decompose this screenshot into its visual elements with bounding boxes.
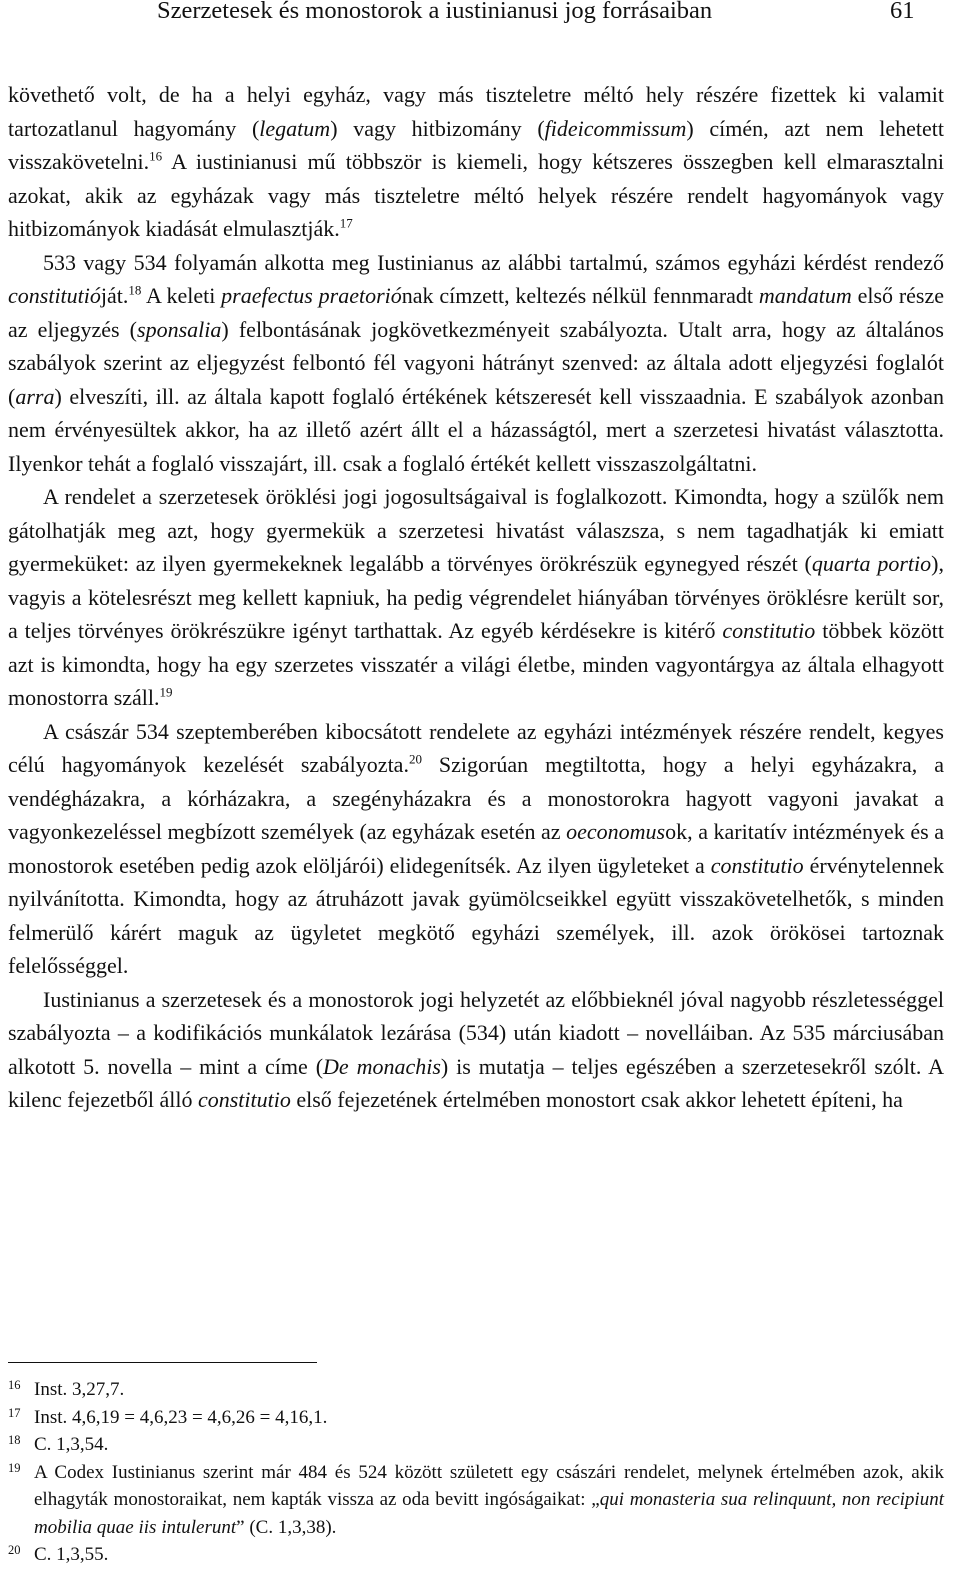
page-number: 61 — [890, 0, 915, 24]
text-run: ) vagy hitbizomány ( — [330, 115, 545, 141]
text-run: A iustinianusi mű többször is kiemeli, hogy kétszeres összegben kell elmarasztalni azokat, akik az egyházak vagy más tiszteletre méltó helyek részére rendelt hagyományok vagy hitbizományok kiadását elmulasztják. — [8, 149, 944, 241]
footnote-number: 19 — [8, 1460, 21, 1475]
paragraph-1 — [8, 78, 944, 246]
text-run: ) címén, azt nem lehetett visszakövetelni. — [8, 115, 944, 174]
text-run: ) elveszíti, ill. az általa kapott foglaló értékének kétszeresét kell visszaadnia. E szabályok azonban nem érvényesültek akkor, ha az illető azért állt el a házasságtól, mert a szerzetesi hivatást választotta. Ilyenkor tehát a foglaló visszajárt, ill. csak a foglaló értékét kellett visszaszolgáltatni. — [8, 383, 944, 476]
paragraph-3 — [8, 480, 944, 715]
italic-term: constitutio — [722, 618, 816, 643]
italic-term: quarta portio — [811, 551, 932, 576]
italic-term: De monachis — [323, 1053, 441, 1079]
text-run: ), vagyis a kötelesrészt meg kellett kapniuk, ha pedig végrendelet hiányában törvényes öröklésre került sor, a teljes törvényes örökrészükre igényt tarthattak. Az egyéb kérdésekre is kitérő — [8, 551, 944, 643]
italic-term: sponsalia — [137, 316, 222, 342]
text-run: ) felbontásának jogkövetkezményeit szabályozta. Utalt arra, hogy az általános szabályok szerint az eljegyzést felbontó fél vagyoni hátrányt szenved: az általa adott eljegyzési foglalót ( — [8, 316, 944, 409]
footnote-20 — [8, 1541, 944, 1569]
text-run: Inst. 4,6,19 = 4,6,23 = 4,6,26 = 4,16,1. — [34, 1406, 328, 1428]
footnote-text — [34, 1379, 124, 1400]
text-run: ját. — [100, 283, 129, 308]
text-run: A keleti — [141, 283, 222, 308]
text-run: A rendelet a szerzetesek öröklési jogi jogosultságaival is foglalkozott. Kimondta, hogy a szülők nem gátolhatják meg azt, hogy gyermekük a szerzetesi hivatást válaszsza, s nem tagadhatják ki emiatt gyermeküket: az ilyen gyermekeknek legalább a törvényes örökrészük egynegyed részét ( — [8, 484, 944, 576]
italic-term: legatum — [259, 115, 331, 141]
footnote-text — [34, 1462, 944, 1538]
italic-term: arra — [15, 383, 55, 409]
footnote-number: 16 — [8, 1378, 21, 1392]
paragraph-2 — [8, 246, 944, 481]
text-run: A császár 534 szeptemberében kibocsátott rendelete az egyházi intézmények részére rendelt, kegyes célú hagyományok kezelését szabályozta. — [8, 718, 944, 777]
text-run: ok, a karitatív intézmények és a monostorok esetében pedig azok elöljárói) elidegenítsék. Az ilyen ügyleteket a — [8, 819, 945, 878]
footnote-reference: 16 — [149, 148, 163, 164]
italic-term: mandatum — [758, 283, 852, 308]
footnotes — [8, 1376, 944, 1569]
footnote-text — [34, 1544, 108, 1565]
body-text — [8, 78, 944, 1117]
italic-term: constitutio — [710, 852, 804, 878]
text-run: C. 1,3,55. — [34, 1544, 109, 1565]
italic-term: constitutió — [8, 283, 101, 308]
footnote-19 — [8, 1459, 944, 1542]
paragraph-5 — [8, 983, 944, 1117]
text-run: C. 1,3,54. — [34, 1434, 109, 1455]
text-run: többek között azt is kimondta, hogy ha egy szerzetes visszatér a világi életbe, minden vagyontárgya az általa elhagyott monostorra száll. — [8, 618, 944, 710]
running-title: Szerzetesek és monostorok a iustinianusi jog forrásaiban — [157, 0, 713, 24]
footnote-18 — [8, 1431, 944, 1459]
footnote-reference: 19 — [159, 684, 173, 700]
text-run: ” (C. 1,3,38). — [236, 1516, 337, 1538]
paragraph-4 — [8, 715, 944, 983]
text-run: első része az eljegyzés ( — [8, 283, 945, 342]
italic-term: oeconomus — [566, 819, 666, 844]
italic-term: praefectus praetorió — [221, 283, 402, 308]
footnote-17 — [8, 1404, 944, 1432]
italic-term: fideicommissum — [544, 115, 687, 141]
text-run: első fejezetének értelmében monostort csak akkor lehetett építeni, ha — [290, 1087, 903, 1112]
footnote-number: 18 — [8, 1433, 21, 1447]
italic-term: constitutio — [197, 1087, 291, 1112]
footnote-reference: 17 — [339, 215, 353, 231]
text-run: Szigorúan megtiltotta, hogy a helyi egyházakra, a vendégházakra, a kórházakra, a szegényházakra és a monostorokra hagyott vagyoni javakat a vagyonkezeléssel megbízott személyek (az egyházak esetén az — [8, 752, 944, 844]
footnote-divider — [8, 1362, 317, 1363]
text-run: érvénytelennek nyilvánította. Kimondta, hogy az átruházott javak gyümölcseikkel együtt visszakövetelhetők, s minden felmerülő kárért maguk az ügyletet megkötő egyházi személyek, ill. azok örökösei tartoznak felelősséggel. — [8, 852, 944, 978]
footnote-reference: 20 — [408, 751, 422, 767]
footnote-number: 17 — [8, 1405, 21, 1420]
text-run: 533 vagy 534 folyamán alkotta meg Iustinianus az alábbi tartalmú, számos egyházi kérdést rendező — [43, 249, 944, 275]
text-run: követhető volt, de ha a helyi egyház, vagy más tiszteletre méltó hely részére fizettek ki valamit tartozatlanul hagyomány ( — [8, 82, 944, 141]
footnote-number: 20 — [8, 1543, 21, 1557]
footnote-16 — [8, 1376, 944, 1404]
text-run: Inst. 3,27,7. — [34, 1379, 125, 1400]
footnote-reference: 18 — [128, 282, 142, 298]
italic-term: qui monasteria sua relinquunt, non recipiunt mobilia quae iis intulerunt — [34, 1489, 944, 1538]
running-header — [0, 0, 960, 40]
footnote-text — [34, 1407, 327, 1428]
text-run: ) is mutatja – teljes egészében a szerzetesekről szólt. A kilenc fejezetből álló — [8, 1053, 944, 1112]
text-run: Iustinianus a szerzetesek és a monostorok jogi helyzetét az előbbieknél jóval nagyobb részletességgel szabályozta – a kodifikációs munkálatok lezárása (534) után kiadott – novelláiban. Az 535 márciusában alkotott 5. novella – mint a címe ( — [8, 986, 944, 1079]
footnote-text — [34, 1434, 108, 1455]
text-run: A Codex Iustinianus szerint már 484 és 524 között született egy császári rendelet, melynek értelmében azok, akik elhagyták monostoraikat, nem kapták vissza az oda bevitt ingóságaikat: „ — [34, 1461, 944, 1510]
text-run: nak címzett, keltezés nélkül fennmaradt — [401, 283, 759, 308]
